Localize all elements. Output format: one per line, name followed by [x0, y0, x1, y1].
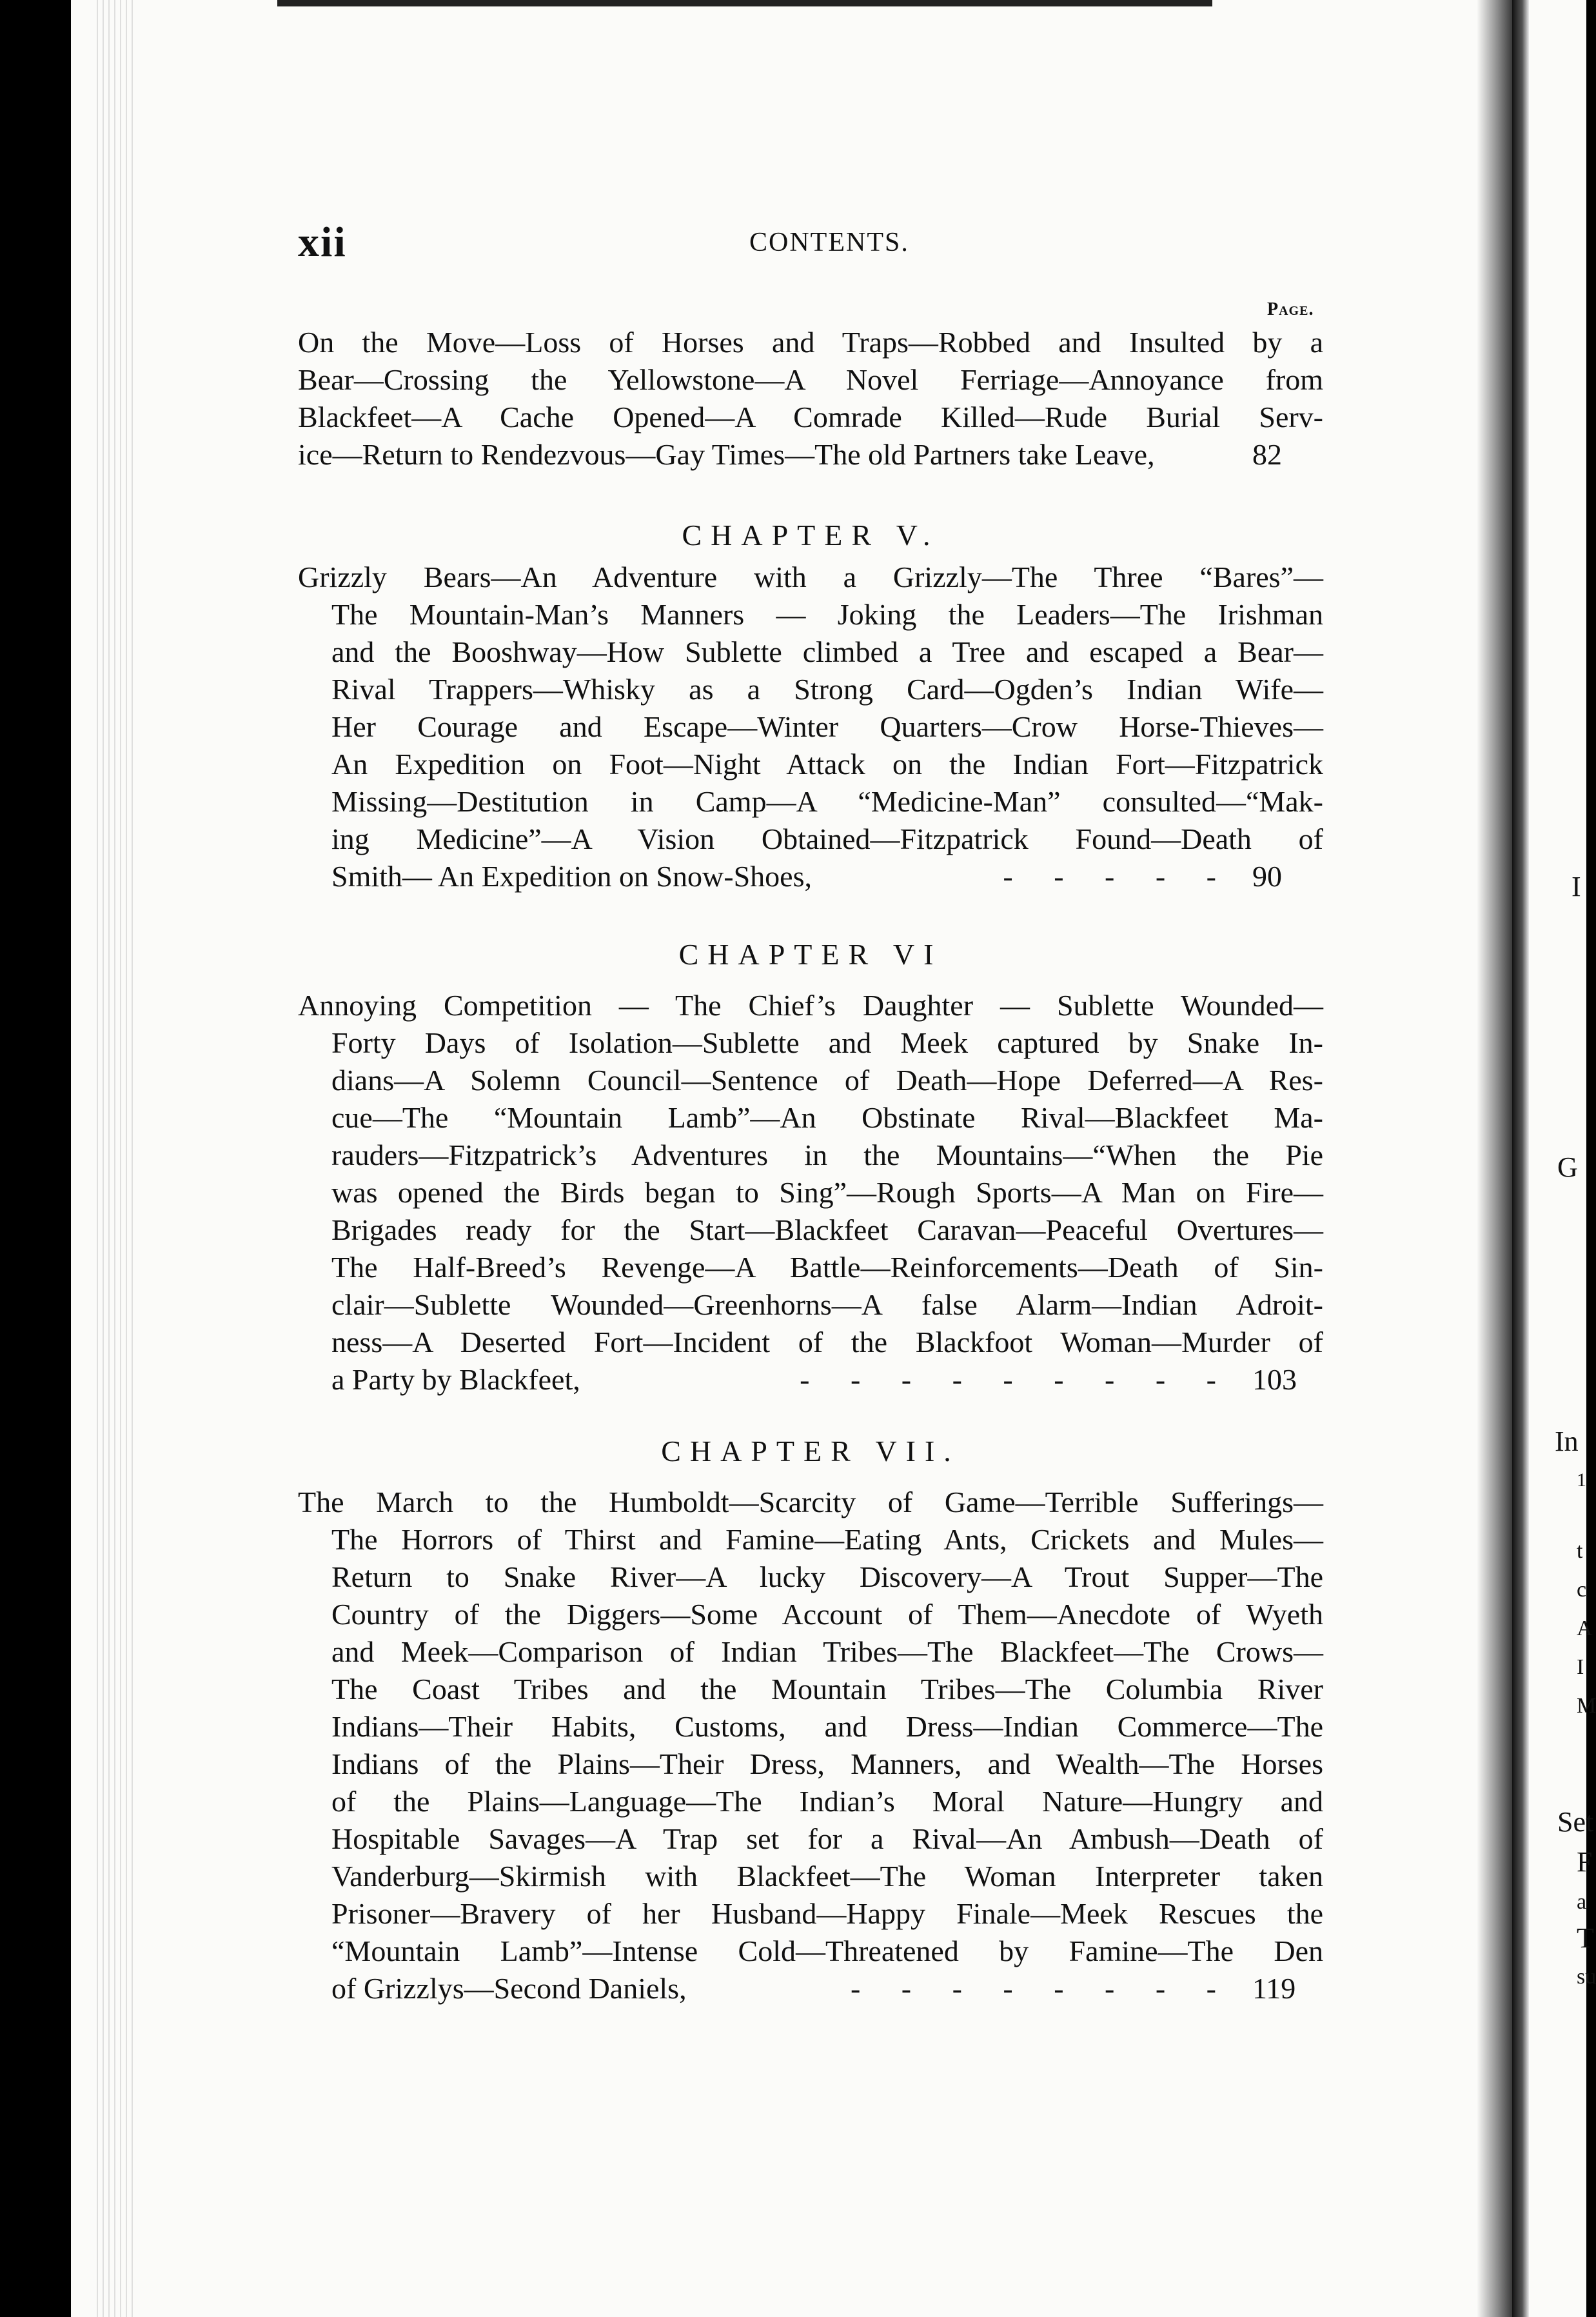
toc-line: “Mountain Lamb”—Intense Cold—Threatened by Famine—The Den: [331, 1934, 1323, 1967]
toc-line-text: a Party by Blackfeet,: [331, 1363, 580, 1396]
toc-line: Indians of the Plains—Their Dress, Manners, and Wealth—The Horses: [331, 1747, 1323, 1780]
toc-leader-dots: - - - - - - - -: [850, 1972, 1233, 2005]
toc-line: ness—A Deserted Fort—Incident of the Blackfoot Woman—Murder of: [331, 1326, 1323, 1358]
toc-line: The Coast Tribes and the Mountain Tribes—The Columbia River: [331, 1673, 1323, 1705]
toc-line: The Half-Breed’s Revenge—A Battle—Reinforcements—Death of Sin-: [331, 1251, 1323, 1284]
toc-line: Blackfeet—A Cache Opened—A Comrade Killed—Rude Burial Serv-: [298, 401, 1323, 433]
facing-fragment: I: [1577, 1655, 1584, 1679]
toc-line: The March to the Humboldt—Scarcity of Game—Terrible Sufferings—: [298, 1486, 1323, 1518]
toc-line: and the Booshway—How Sublette climbed a Tree and escaped a Bear—: [331, 635, 1323, 668]
facing-fragment: A: [1577, 1616, 1593, 1640]
toc-line: Rival Trappers—Whisky as a Strong Card—Ogden’s Indian Wife—: [331, 673, 1323, 706]
toc-entry-chapter-4-cont: [298, 324, 1323, 473]
chapter-heading-5: CHAPTER V.: [682, 519, 940, 552]
toc-line: of the Plains—Language—The Indian’s Moral Nature—Hungry and: [331, 1785, 1323, 1818]
running-title: CONTENTS.: [749, 228, 909, 257]
page-column-label: Page.: [1267, 299, 1314, 319]
toc-line-text: of Grizzlys—Second Daniels,: [331, 1972, 687, 2005]
toc-line: Her Courage and Escape—Winter Quarters—Crow Horse-Thieves—: [331, 710, 1323, 743]
facing-fragment: t: [1577, 1539, 1583, 1563]
facing-fragment: M: [1577, 1694, 1596, 1718]
toc-line-text: Smith— An Expedition on Snow-Shoes,: [331, 860, 812, 893]
facing-fragment: G: [1557, 1151, 1578, 1183]
toc-line: Brigades ready for the Start—Blackfeet Caravan—Peaceful Overtures—: [331, 1213, 1323, 1246]
toc-line: and Meek—Comparison of Indian Tribes—The Blackfeet—The Crows—: [331, 1635, 1323, 1668]
toc-line-last: [298, 1361, 1323, 1398]
facing-page: [1512, 0, 1596, 2317]
running-head: [298, 218, 1330, 266]
toc-line: cue—The “Mountain Lamb”—An Obstinate Rival—Blackfeet Ma-: [331, 1101, 1323, 1134]
toc-line: was opened the Birds began to Sing”—Rough Sports—A Man on Fire—: [331, 1176, 1323, 1209]
toc-line-last: [298, 436, 1323, 473]
facing-fragment: Set: [1557, 1806, 1594, 1838]
facing-fragment: su: [1577, 1965, 1596, 1989]
facing-fragment: In: [1555, 1426, 1579, 1457]
facing-fragment: T: [1577, 1922, 1594, 1954]
toc-leader-dots: - - - - -: [1003, 860, 1233, 893]
toc-page-number: 103: [1252, 1363, 1297, 1396]
toc-line: Indians—Their Habits, Customs, and Dress—Indian Commerce—The: [331, 1710, 1323, 1743]
toc-entry-chapter-6: [298, 987, 1323, 1398]
toc-line: Return to Snake River—A lucky Discovery—A Trout Supper—The: [331, 1560, 1323, 1593]
toc-line: dians—A Solemn Council—Sentence of Death—Hope Deferred—A Res-: [331, 1064, 1323, 1097]
toc-line: On the Move—Loss of Horses and Traps—Robbed and Insulted by a: [298, 326, 1323, 359]
toc-entry-chapter-5: [298, 559, 1323, 895]
toc-line: Grizzly Bears—An Adventure with a Grizzly—The Three “Bares”—: [298, 561, 1323, 593]
page-stack-edge: [97, 0, 135, 2317]
toc-line: Vanderburg—Skirmish with Blackfeet—The Woman Interpreter taken: [331, 1860, 1323, 1893]
facing-fragment: I: [1571, 871, 1581, 902]
toc-line: Hospitable Savages—A Trap set for a Rival—An Ambush—Death of: [331, 1822, 1323, 1855]
chapter-heading-6: CHAPTER VI: [678, 938, 943, 971]
folio-number: xii: [298, 219, 347, 266]
toc-entry-chapter-7: [298, 1484, 1323, 2007]
toc-line-text: ice—Return to Rendezvous—Gay Times—The old Partners take Leave,: [298, 438, 1155, 471]
facing-fragment: 1: [1577, 1469, 1586, 1491]
toc-line: Missing—Destitution in Camp—A “Medicine-Man” consulted—“Mak-: [331, 785, 1323, 818]
toc-line: Annoying Competition — The Chief’s Daughter — Sublette Wounded—: [298, 989, 1323, 1022]
toc-line: Country of the Diggers—Some Account of Them—Anecdote of Wyeth: [331, 1598, 1323, 1631]
toc-page-number: 119: [1252, 1972, 1296, 2005]
toc-line: ing Medicine”—A Vision Obtained—Fitzpatrick Found—Death of: [331, 822, 1323, 855]
page-top-edge: [277, 0, 1212, 6]
toc-page-number: 90: [1252, 860, 1282, 893]
toc-line-last: [298, 858, 1323, 895]
facing-fragment: a: [1577, 1890, 1587, 1914]
facing-fragment: c: [1577, 1578, 1587, 1602]
toc-page-number: 82: [1252, 438, 1282, 471]
toc-line-last: [298, 1970, 1323, 2007]
gutter-shadow: [1477, 0, 1512, 2317]
toc-line: Prisoner—Bravery of her Husband—Happy Finale—Meek Rescues the: [331, 1897, 1323, 1930]
toc-leader-dots: - - - - - - - - -: [800, 1363, 1233, 1396]
facing-fragment: F: [1577, 1846, 1593, 1878]
toc-line: clair—Sublette Wounded—Greenhorns—A false Alarm—Indian Adroit-: [331, 1288, 1323, 1321]
toc-line: An Expedition on Foot—Night Attack on the Indian Fort—Fitzpatrick: [331, 748, 1323, 781]
toc-line: The Mountain-Man’s Manners — Joking the Leaders—The Irishman: [331, 598, 1323, 631]
toc-line: Bear—Crossing the Yellowstone—A Novel Ferriage—Annoyance from: [298, 363, 1323, 396]
book-spine: [1512, 0, 1529, 2317]
toc-line: Forty Days of Isolation—Sublette and Meek captured by Snake In-: [331, 1026, 1323, 1059]
toc-line: The Horrors of Thirst and Famine—Eating Ants, Crickets and Mules—: [331, 1523, 1323, 1556]
chapter-heading-7: CHAPTER VII.: [661, 1435, 960, 1467]
toc-line: rauders—Fitzpatrick’s Adventures in the Mountains—“When the Pie: [331, 1139, 1323, 1171]
